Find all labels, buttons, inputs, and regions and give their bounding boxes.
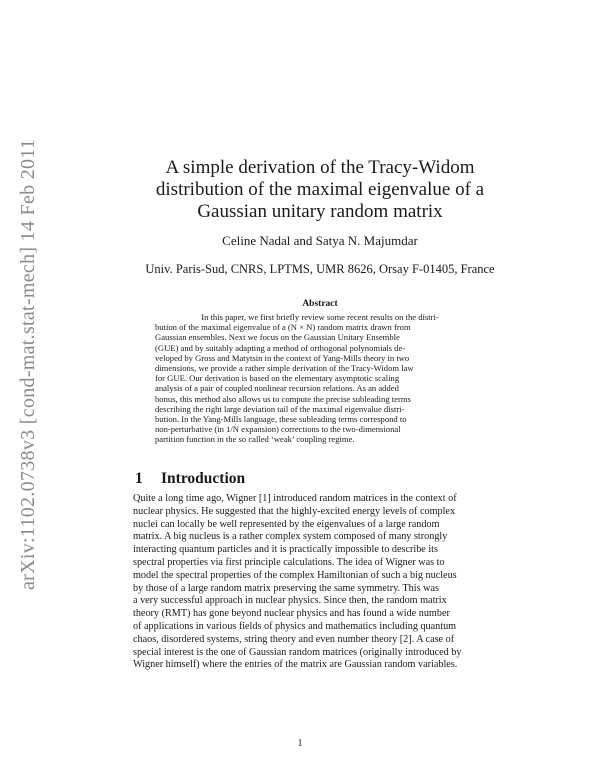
abstract-line: for GUE. Our derivation is based on the elementary asymptotic scaling [155,373,400,384]
body-line: chaos, disordered systems, string theory and even number theory [2]. A case of [133,633,455,645]
authors: Celine Nadal and Satya N. Majumdar [222,233,418,248]
abstract-line: Gaussian ensembles. Next we focus on the Gaussian Unitary Ensemble [155,332,400,343]
abstract-line: analysis of a pair of coupled nonlinear recursion relations. As an added [155,383,399,394]
abstract-line: bution. In the Yang-Mills language, these subleading terms correspond to [155,414,407,425]
section-title: Introduction [161,470,246,487]
abstract-line: (GUE) and by suitably adapting a method of orthogonal polynomials de- [155,342,406,353]
abstract-line: partition function in the so called ‘weak’ coupling regime. [155,434,355,445]
abstract-line: describing the right large deviation tail of the maximal eigenvalue distri- [155,403,405,414]
abstract-line: bution of the maximal eigenvalue of a (N × N) random matrix drawn from [155,322,411,333]
abstract-line: dimensions, we provide a rather simple derivation of the Tracy-Widom law [155,363,414,374]
body-line: model the spectral properties of the complex Hamiltonian of such a big nucleus [133,569,457,581]
introduction-body [133,493,505,672]
body-line: Wigner himself) where the entries of the matrix are Gaussian random variables. [133,659,458,671]
title-line: A simple derivation of the Tracy-Widom [165,157,475,178]
paper-title [110,157,530,223]
page-number: 1 [297,738,303,749]
affiliation: Univ. Paris-Sud, CNRS, LPTMS, UMR 8626, Orsay F-01405, France [145,262,495,276]
section-heading [135,470,245,488]
body-line: of applications in various fields of physics and mathematics including quantum [133,620,457,632]
abstract-heading: Abstract [302,299,338,309]
arxiv-sidebar-stamp: arXiv:1102.0738v3 [cond-mat.stat-mech] 14 Feb 2011 [17,138,39,590]
body-line: matrix. A big nucleus is a rather complex system composed of many strongly [133,531,448,543]
body-line: special interest is the one of Gaussian random matrices (originally introduced by [133,646,462,658]
body-line: a very successful approach in nuclear physics. Since then, the random matrix [133,595,447,607]
abstract-line: non-perturbative (in 1/N expansion) corrections to the two-dimensional [155,424,401,435]
abstract-line: bonus, this method also allows us to compute the precise subleading terms [155,393,411,404]
body-line: interacting quantum particles and it is practically impossible to describe its [133,544,438,556]
title-line: Gaussian unitary random matrix [197,201,443,222]
body-line: theory (RMT) has gone beyond nuclear physics and has found a wide number [133,608,450,620]
abstract-body [155,312,485,445]
abstract-line: In this paper, we first briefly review some recent results on the distri- [201,312,439,322]
body-line: nuclear physics. He suggested that the highly-excited energy levels of complex [133,505,456,517]
title-line: distribution of the maximal eigenvalue of a [155,179,485,200]
body-line: spectral properties via first principle calculations. The idea of Wigner was to [133,556,445,568]
body-line: nuclei can locally be well represented by the eigenvalues of a large random [133,518,440,530]
section-number: 1 [135,470,143,487]
body-line: Quite a long time ago, Wigner [1] introduced random matrices in the context of [133,493,457,504]
abstract-line: veloped by Gross and Matytsin in the context of Yang-Mills theory in two [155,352,410,363]
body-line: by those of a large random matrix preserving the same symmetry. This was [133,582,439,594]
